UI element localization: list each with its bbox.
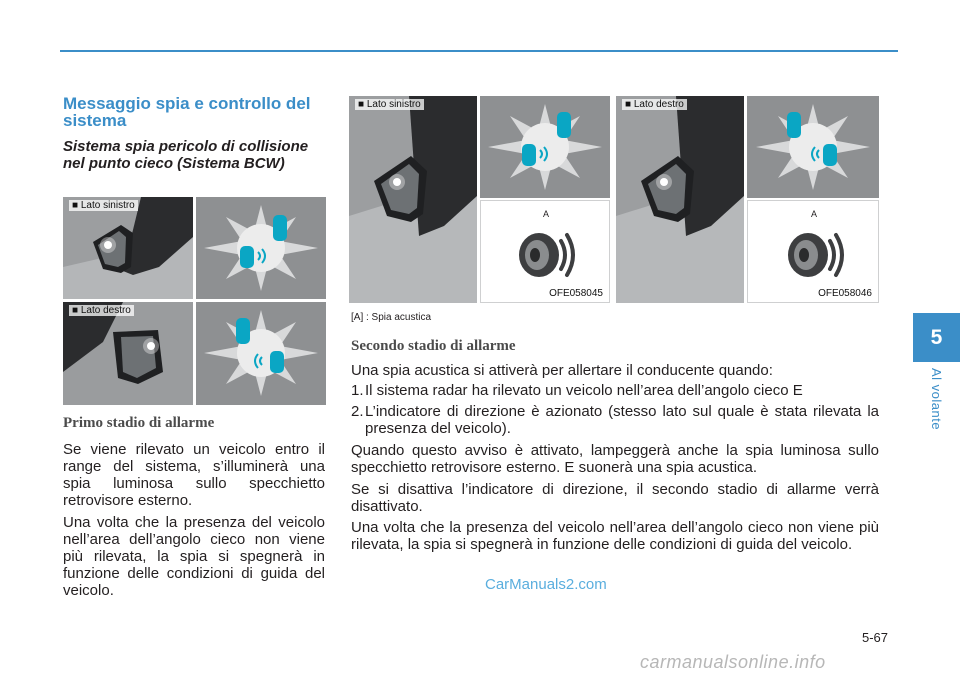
watermark-link[interactable]: CarManuals2.com: [485, 576, 607, 593]
stage2-intro: Una spia acustica si attiverà per allertare il conducente quando:: [351, 362, 773, 379]
stage2-paragraph-1: Quando questo avviso è attivato, lampeggerà anche la spia luminosa sullo specchietto retrovisore esterno. E suonerà una spia acustica.: [351, 442, 879, 476]
mirror-photo-right-stage2: [616, 96, 744, 303]
blind-spot-diagram-right: [196, 302, 326, 405]
figure-label-left-side-stage2: ■ Lato sinistro: [355, 99, 424, 110]
chapter-label: Al volante: [929, 368, 944, 431]
blind-spot-diagram-left-stage2: [480, 96, 610, 198]
list-item: 1. Il sistema radar ha rilevato un veicolo nell’area dell’angolo cieco E: [351, 382, 803, 399]
figure-caption: [A] : Spia acustica: [351, 312, 432, 323]
speaker-panel-left: [480, 200, 610, 303]
mirror-photo-left: [63, 197, 193, 299]
left-figure: [63, 197, 326, 405]
speaker-icon: [784, 223, 848, 283]
stage2-paragraph-2: Se si disattiva l’indicatore di direzione, il secondo stadio di allarme verrà disattivato.: [351, 481, 879, 515]
header-rule: [60, 50, 898, 52]
mirror-photo-left-stage2: [349, 96, 477, 303]
audio-marker: A: [543, 209, 550, 219]
figure-code-right: OFE058046: [818, 288, 872, 299]
mirror-photo-right: [63, 302, 193, 405]
stage2-list: [351, 382, 879, 437]
stage1-paragraph-2: Una volta che la presenza del veicolo nell’area dell’angolo cieco non viene più rilevata, la spia si spegnerà in funzione delle condizioni di guida del veicolo.: [63, 514, 325, 599]
section-heading: Messaggio spia e controllo del sistema: [63, 94, 311, 130]
chapter-tab: 5: [913, 313, 960, 362]
figure-code-left: OFE058045: [549, 288, 603, 299]
speaker-icon: [515, 223, 579, 283]
speaker-panel-right: [747, 200, 879, 303]
blind-spot-diagram-right-stage2: [747, 96, 879, 198]
figure-label-right-side: ■ Lato destro: [69, 305, 134, 316]
list-item: 2. L’indicatore di direzione è azionato (stesso lato sul quale è stata rilevata la presenza del veicolo).: [351, 403, 879, 437]
stage2-paragraph-3: Una volta che la presenza del veicolo nell’area dell’angolo cieco non viene più rilevata, la spia si spegnerà in funzione delle condizioni di guida del veicolo.: [351, 519, 879, 553]
audio-marker: A: [811, 209, 818, 219]
page-number: 5-67: [862, 630, 889, 645]
subsection-heading: Sistema spia pericolo di collisione nel punto cieco (Sistema BCW): [63, 138, 309, 172]
right-figure: [349, 96, 879, 303]
watermark-footer: carmanualsonline.info: [640, 652, 826, 672]
figure-label-right-side-stage2: ■ Lato destro: [622, 99, 687, 110]
stage2-heading: Secondo stadio di allarme: [351, 338, 516, 354]
stage1-paragraph-1: Se viene rilevato un veicolo entro il range del sistema, s’illuminerà una spia luminosa sullo specchietto retrovisore esterno.: [63, 441, 325, 509]
stage1-heading: Primo stadio di allarme: [63, 415, 215, 431]
blind-spot-diagram-left: [196, 197, 326, 299]
figure-label-left-side: ■ Lato sinistro: [69, 200, 138, 211]
